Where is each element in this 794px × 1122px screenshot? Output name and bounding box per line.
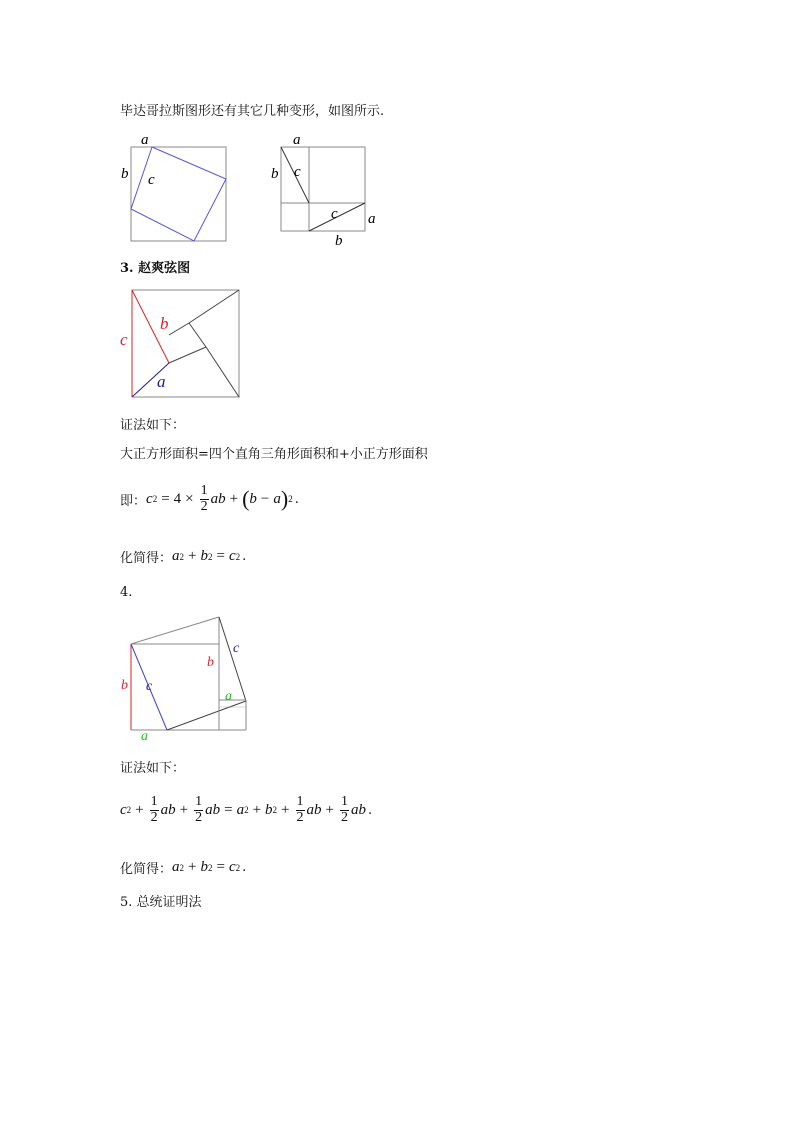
equation-1: 即： c 2 = 4 × $\frac{1}{2}$ ab + ( b − a ) 2 . bbox=[120, 483, 299, 514]
label-b-red: b bbox=[160, 314, 169, 333]
label-c-bottom: c bbox=[331, 206, 338, 222]
proof-label-3: 证法如下： bbox=[120, 418, 186, 433]
label-b-left: b bbox=[271, 166, 279, 182]
label-c-red: c bbox=[120, 330, 128, 349]
intro-text: 毕达哥拉斯图形还有其它几种变形，如图所示. bbox=[120, 104, 385, 119]
section-5-title: 5. 总统证明法 bbox=[120, 895, 202, 910]
label-b-red-left: b bbox=[121, 678, 128, 693]
label-a-green-right: a bbox=[225, 689, 232, 704]
outer-square bbox=[132, 290, 239, 397]
simplified-result-3: 化简得： a 2 + b 2 = c 2 . bbox=[120, 548, 247, 566]
proof-label-4: 证法如下： bbox=[120, 761, 186, 776]
section-3-title: 3. 赵爽弦图 bbox=[120, 261, 191, 276]
figure-section-4 bbox=[115, 612, 255, 744]
simplified-result-4: 化简得： a 2 + b 2 = c 2 . bbox=[120, 859, 247, 877]
label-b-red-inner: b bbox=[207, 655, 214, 670]
fraction-half: $\frac{1}{2}$ bbox=[200, 483, 208, 514]
label-c: c bbox=[148, 172, 155, 188]
label-a: a bbox=[141, 132, 149, 148]
outer-square bbox=[281, 147, 365, 231]
section-4-title: 4. bbox=[120, 585, 133, 600]
equation-2: c 2 + $\frac{1}{2}$ ab + $\frac{1}{2}$ ab = a 2 + b 2 + $\frac{1}{2}$ ab + $\frac{1}{2}$ ab . bbox=[120, 794, 373, 825]
label-c-left: c bbox=[294, 164, 301, 180]
inner-tilted-square bbox=[131, 147, 226, 241]
figure-pythagoras-variant-2 bbox=[265, 128, 385, 250]
figure-pythagoras-variant-1 bbox=[115, 128, 235, 246]
figure-zhao-shuang bbox=[115, 287, 245, 401]
label-a-green-bottom: a bbox=[141, 729, 148, 744]
label-a-blue: a bbox=[157, 372, 166, 391]
label-c-right: c bbox=[233, 641, 240, 656]
area-statement: 大正方形面积=四个直角三角形面积和+小正方形面积 bbox=[120, 447, 428, 462]
label-a-top: a bbox=[293, 132, 301, 148]
label-b-bottom: b bbox=[335, 233, 343, 249]
eq1-prefix: 即： bbox=[120, 493, 147, 509]
label-a-right: a bbox=[368, 211, 376, 227]
outer-square bbox=[131, 147, 226, 241]
label-c-blue-left: c bbox=[146, 679, 153, 694]
label-b: b bbox=[121, 166, 129, 182]
